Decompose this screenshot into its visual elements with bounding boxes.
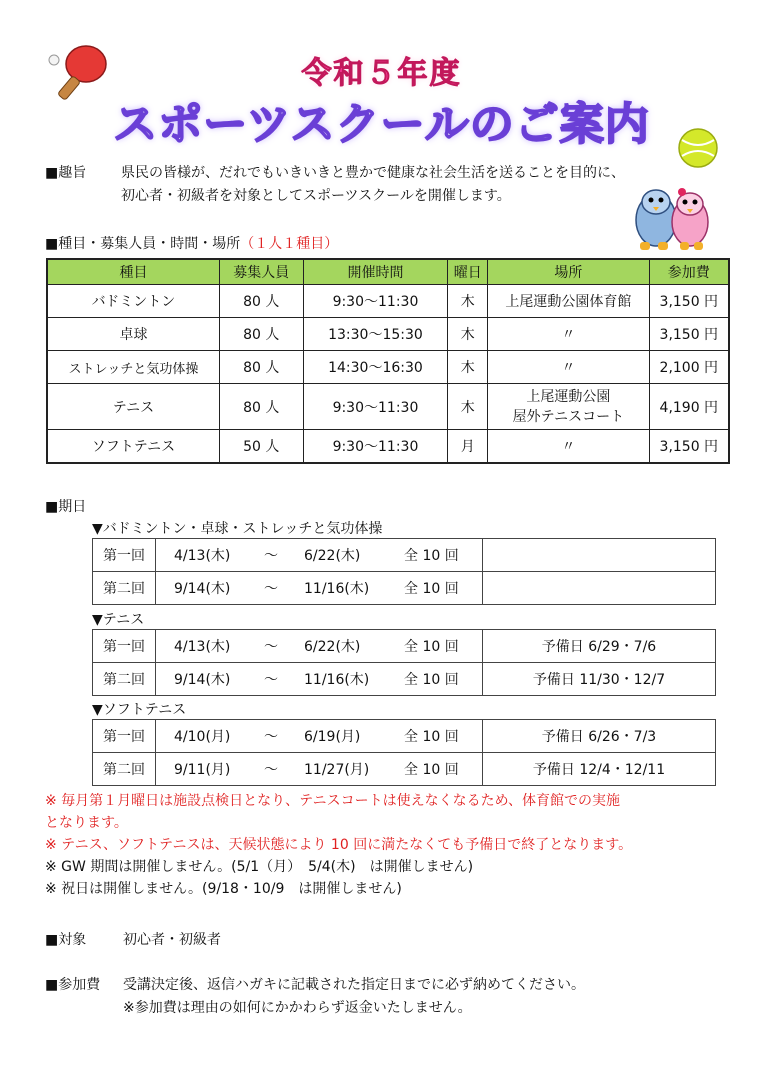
start-date: 9/14(木) — [174, 672, 231, 688]
table-row — [47, 430, 729, 463]
event-fee: 3,150 円 — [649, 318, 729, 351]
fee-line1: 受講決定後、返信ハガキに記載された指定日までに必ず納めてください。 — [123, 977, 585, 993]
fee-section — [45, 974, 745, 1020]
event-time: 9:30～11:30 — [303, 384, 448, 430]
event-fee: 3,150 円 — [649, 285, 729, 318]
events-heading-text: ■種目・募集人員・時間・場所 — [45, 236, 241, 252]
page-title: スポーツスクールのご案内 — [113, 99, 650, 150]
fee-label: ■参加費 — [45, 977, 101, 993]
term: 第二回 — [93, 753, 156, 786]
dates-table-1 — [92, 538, 716, 605]
event-capacity: 80 人 — [219, 384, 303, 430]
table-row — [47, 285, 729, 318]
term: 第一回 — [93, 720, 156, 753]
target-section — [45, 929, 745, 952]
end-date: 6/19(月) — [304, 729, 361, 745]
spare-day: 予備日 11/30・12/7 — [483, 663, 716, 696]
spare-day — [483, 539, 716, 572]
session-count: 全 10 回 — [404, 729, 459, 745]
event-place: 〃 — [488, 430, 649, 463]
note-holiday: ※ 祝日は開催しません。(9/18・10/9 は開催しません) — [45, 881, 402, 897]
event-place-line2: 屋外テニスコート — [512, 408, 625, 425]
dates-table-3 — [92, 719, 716, 786]
table-row — [93, 630, 716, 663]
spare-day: 予備日 6/29・7/6 — [483, 630, 716, 663]
event-place: 上尾運動公園体育館 — [488, 285, 649, 318]
header-day: 曜日 — [448, 259, 488, 285]
tilde: ～ — [264, 672, 278, 688]
session-count: 全 10 回 — [404, 762, 459, 778]
event-capacity: 80 人 — [219, 318, 303, 351]
session-count: 全 10 回 — [404, 672, 459, 688]
event-time: 9:30～11:30 — [303, 285, 448, 318]
spare-day: 予備日 6/26・7/3 — [483, 720, 716, 753]
header-capacity: 募集人員 — [219, 259, 303, 285]
note-red-1b: となります。 — [45, 815, 128, 831]
event-fee: 2,100 円 — [649, 351, 729, 384]
date-range — [156, 572, 483, 605]
date-range — [156, 753, 483, 786]
events-heading-note: （１人１種目） — [240, 236, 339, 252]
event-capacity: 80 人 — [219, 351, 303, 384]
date-range — [156, 663, 483, 696]
header-time: 開催時間 — [303, 259, 448, 285]
event-time: 9:30～11:30 — [303, 430, 448, 463]
event-name: 卓球 — [47, 318, 219, 351]
purpose-line1: 県民の皆様が、だれでもいきいきと豊かで健康な社会生活を送ることを目的に、 — [121, 165, 625, 181]
start-date: 4/13(木) — [174, 548, 231, 564]
table-row — [93, 539, 716, 572]
tilde: ～ — [264, 581, 278, 597]
event-name: テニス — [47, 384, 219, 430]
event-time: 14:30～16:30 — [303, 351, 448, 384]
event-day: 木 — [448, 351, 488, 384]
term: 第二回 — [93, 663, 156, 696]
fee-line2: ※参加費は理由の如何にかかわらず返金いたしません。 — [123, 1000, 472, 1016]
event-name: ストレッチと気功体操 — [47, 351, 219, 384]
event-capacity: 80 人 — [219, 285, 303, 318]
target-value: 初心者・初級者 — [123, 932, 221, 948]
note-gw: ※ GW 期間は開催しません。(5/1（月） 5/4(木) は開催しません) — [45, 859, 474, 875]
session-count: 全 10 回 — [404, 581, 459, 597]
header-event: 種目 — [47, 259, 219, 285]
event-place: 〃 — [488, 318, 649, 351]
events-table-header — [47, 259, 729, 285]
session-count: 全 10 回 — [404, 548, 459, 564]
purpose-label: ■趣旨 — [45, 165, 87, 181]
start-date: 9/11(月) — [174, 762, 231, 778]
purpose-line2: 初心者・初級者を対象としてスポーツスクールを開催します。 — [121, 188, 511, 204]
table-row — [47, 351, 729, 384]
spare-day: 予備日 12/4・12/11 — [483, 753, 716, 786]
notes-section — [45, 790, 745, 900]
term: 第一回 — [93, 539, 156, 572]
dates-heading: ■期日 — [45, 499, 87, 515]
dates-group-title: ▼テニス — [92, 612, 145, 628]
event-day: 月 — [448, 430, 488, 463]
date-range — [156, 720, 483, 753]
note-red-1a: ※ 毎月第１月曜日は施設点検日となり、テニスコートは使えなくなるため、体育館での実施 — [45, 793, 621, 809]
event-place — [488, 384, 649, 430]
start-date: 9/14(木) — [174, 581, 231, 597]
table-row — [93, 753, 716, 786]
table-row — [47, 384, 729, 430]
end-date: 6/22(木) — [304, 548, 361, 564]
session-count: 全 10 回 — [404, 639, 459, 655]
event-capacity: 50 人 — [219, 430, 303, 463]
end-date: 11/16(木) — [304, 581, 370, 597]
tilde: ～ — [264, 639, 278, 655]
event-day: 木 — [448, 285, 488, 318]
end-date: 11/27(月) — [304, 762, 370, 778]
header-place: 場所 — [488, 259, 649, 285]
start-date: 4/13(木) — [174, 639, 231, 655]
event-place-line1: 上尾運動公園 — [526, 388, 611, 405]
end-date: 6/22(木) — [304, 639, 361, 655]
dates-group-title: ▼ソフトテニス — [92, 702, 187, 718]
event-fee: 3,150 円 — [649, 430, 729, 463]
table-row — [47, 318, 729, 351]
event-place: 〃 — [488, 351, 649, 384]
dates-table-2 — [92, 629, 716, 696]
target-label: ■対象 — [45, 932, 87, 948]
tilde: ～ — [264, 762, 278, 778]
end-date: 11/16(木) — [304, 672, 370, 688]
event-day: 木 — [448, 318, 488, 351]
tilde: ～ — [264, 729, 278, 745]
event-name: ソフトテニス — [47, 430, 219, 463]
spare-day — [483, 572, 716, 605]
event-day: 木 — [448, 384, 488, 430]
term: 第二回 — [93, 572, 156, 605]
event-name: バドミントン — [47, 285, 219, 318]
table-row — [93, 663, 716, 696]
table-row — [93, 572, 716, 605]
date-range — [156, 630, 483, 663]
events-heading — [45, 233, 338, 253]
header-fee: 参加費 — [649, 259, 729, 285]
tilde: ～ — [264, 548, 278, 564]
event-time: 13:30～15:30 — [303, 318, 448, 351]
event-fee: 4,190 円 — [649, 384, 729, 430]
start-date: 4/10(月) — [174, 729, 231, 745]
term: 第一回 — [93, 630, 156, 663]
note-red-2: ※ テニス、ソフトテニスは、天候状態により 10 回に満たなくても予備日で終了となります。 — [45, 837, 633, 853]
events-table — [46, 258, 730, 464]
table-row — [93, 720, 716, 753]
date-range — [156, 539, 483, 572]
purpose-section — [45, 162, 745, 208]
dates-group-title: ▼バドミントン・卓球・ストレッチと気功体操 — [92, 521, 383, 537]
title-year: 令和５年度 — [301, 56, 462, 91]
